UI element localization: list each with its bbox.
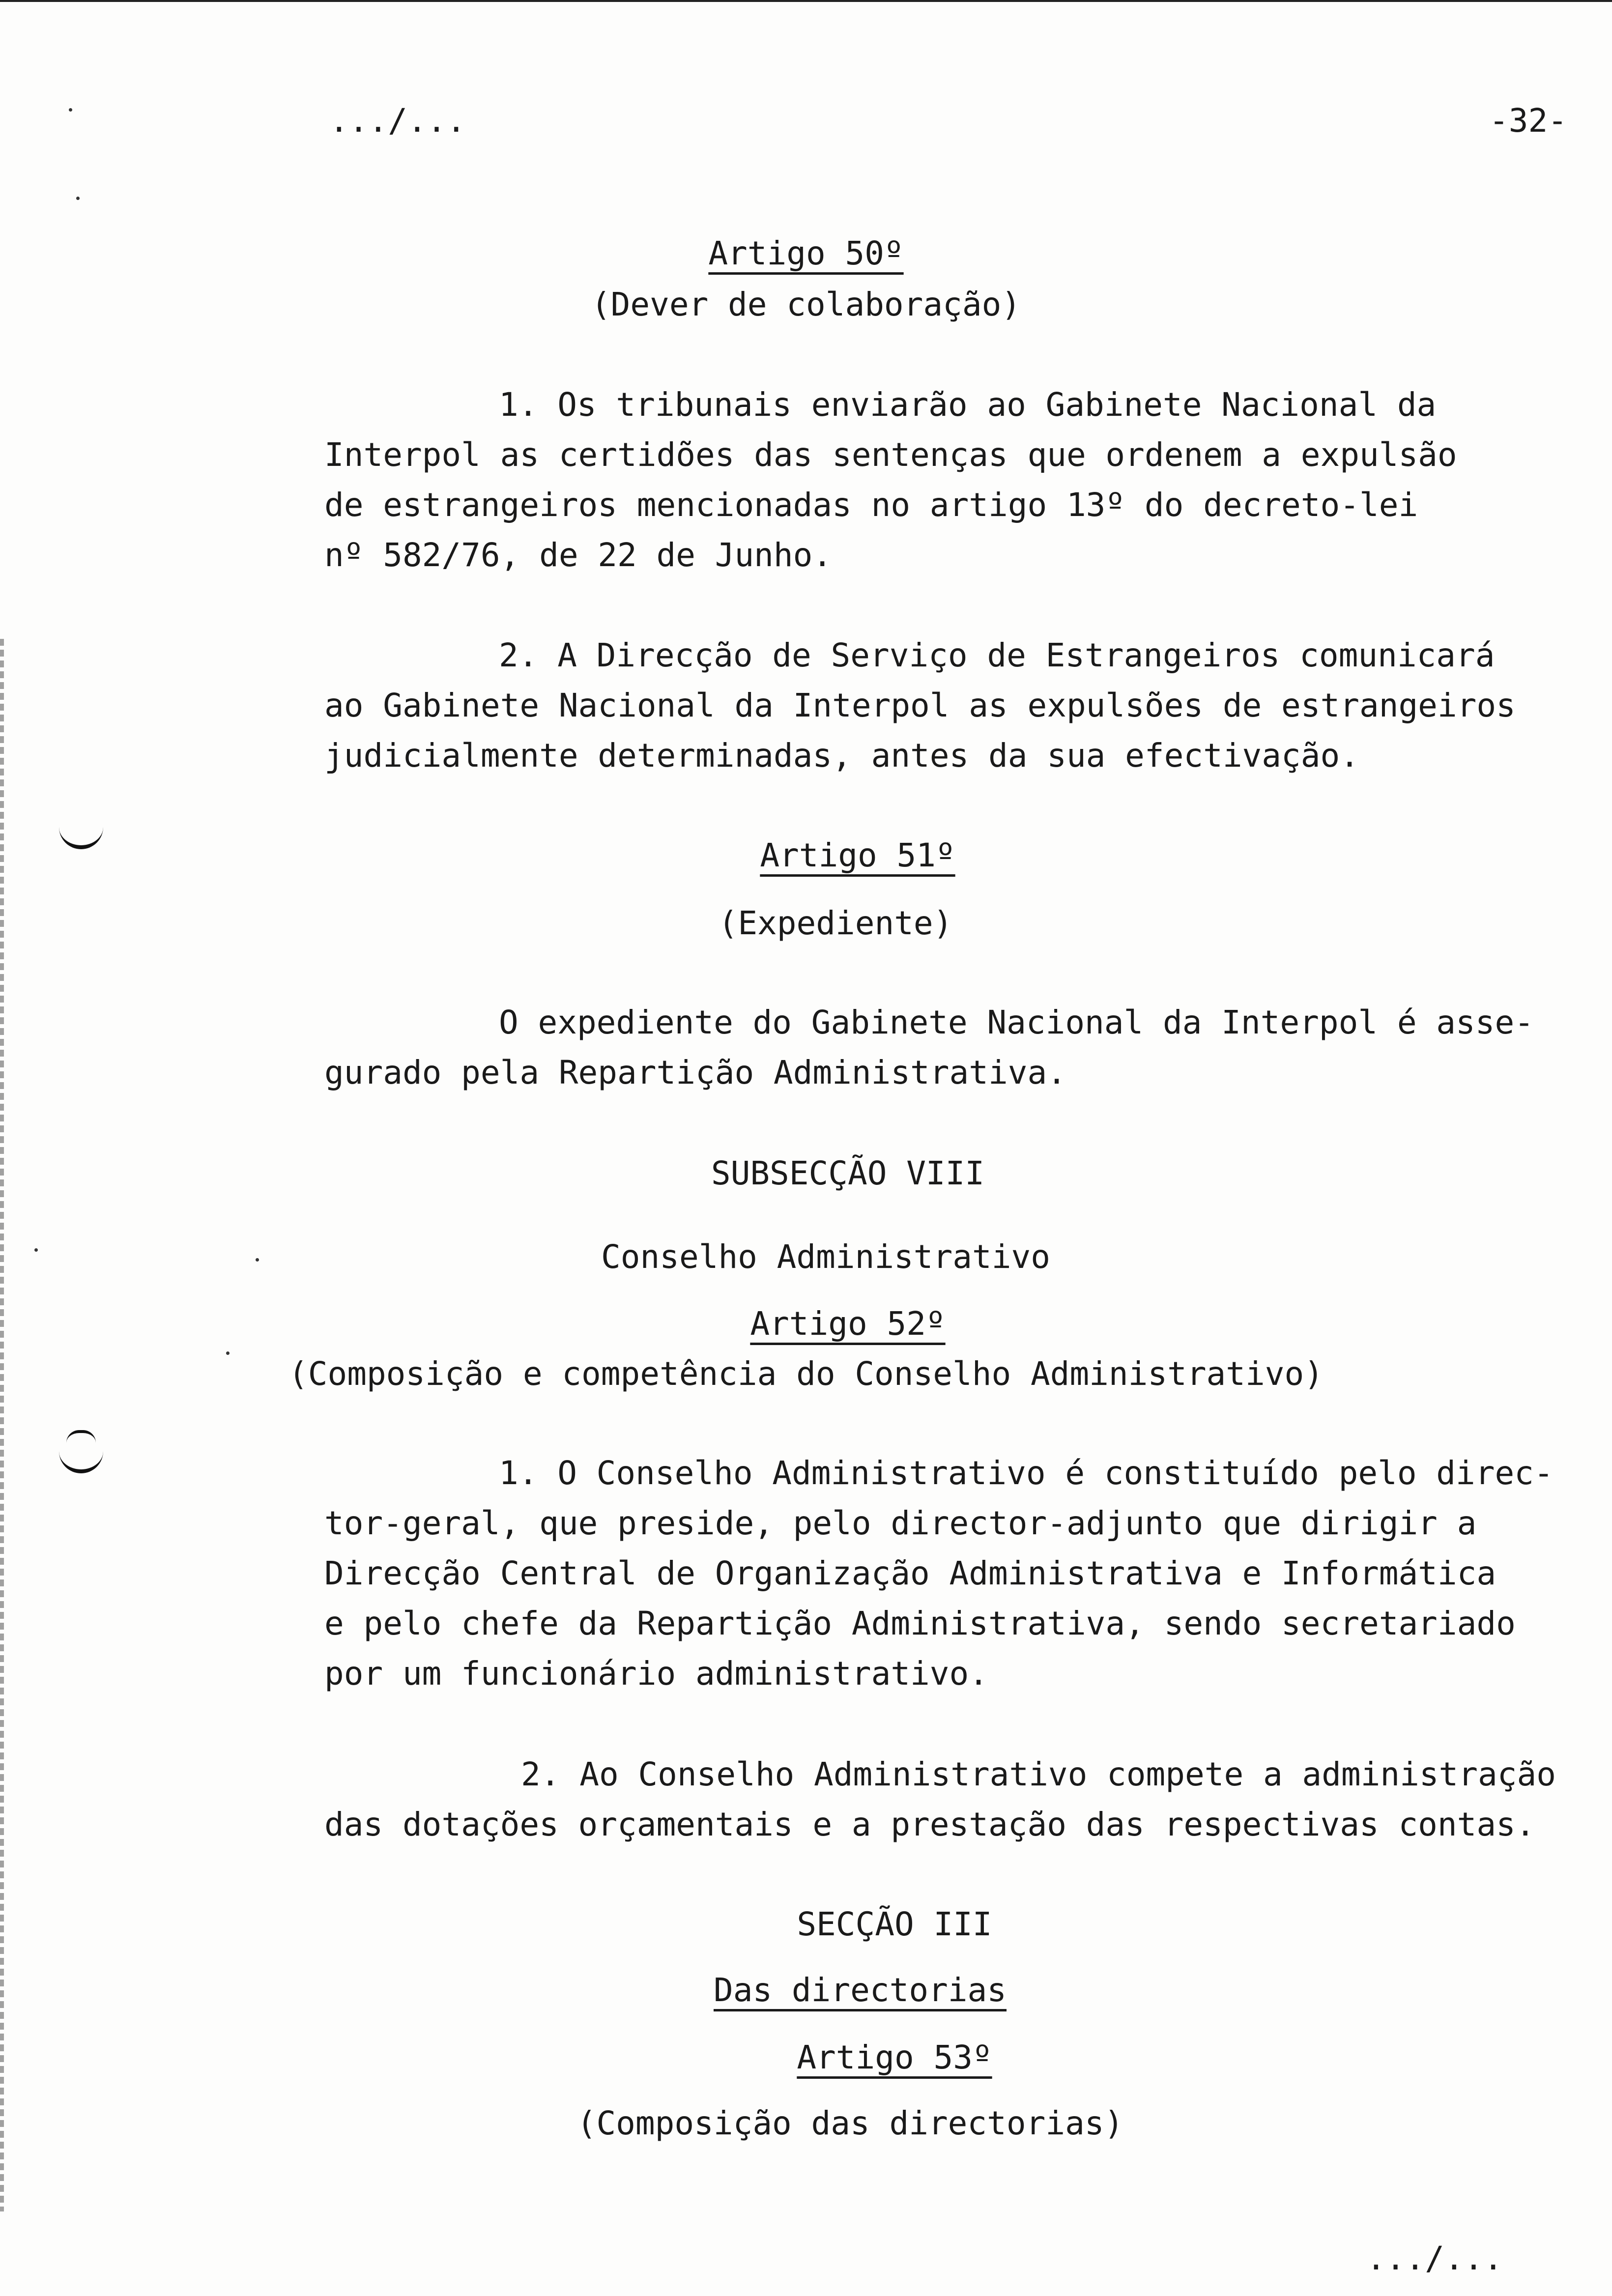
punch-hole-mark-top [66, 1430, 96, 1443]
text-line: 1. Os tribunais enviarão ao Gabinete Nacional da [499, 386, 1437, 424]
article-52-paragraph-2 [324, 1750, 1573, 1850]
article-50-title-text: Artigo 50º [708, 234, 904, 272]
article-51-paragraph-1 [324, 998, 1573, 1098]
punch-hole-mark [59, 1450, 103, 1473]
text-line: judicialmente determinadas, antes da sua efectivação. [324, 737, 1359, 775]
article-51-title [0, 831, 1612, 881]
text-line: e pelo chefe da Repartição Administrativa, sendo secretariado [324, 1605, 1516, 1642]
text-line: Interpol as certidões das sentenças que ordenem a expulsão [324, 436, 1457, 474]
speck [69, 108, 72, 112]
continues-marker: .../... [1366, 2239, 1503, 2277]
text-line: por um funcionário administrativo. [324, 1655, 989, 1693]
article-51-title-text: Artigo 51º [760, 836, 955, 874]
text-line: ao Gabinete Nacional da Interpol as expulsões de estrangeiros [324, 687, 1516, 724]
continued-from-marker: .../... [329, 102, 466, 140]
article-50-paragraph-1 [324, 380, 1573, 580]
article-50-subtitle: (Dever de colaboração) [591, 286, 1021, 323]
article-50-paragraph-2 [324, 631, 1573, 781]
article-52-title [0, 1299, 1612, 1349]
article-53-title [0, 2033, 1612, 2083]
article-53-subtitle: (Composição das directorias) [576, 2104, 1124, 2142]
article-52-paragraph-1 [324, 1448, 1573, 1699]
subsection-name: Conselho Administrativo [601, 1238, 1050, 1276]
text-line: nº 582/76, de 22 de Junho. [324, 536, 833, 574]
text-line: O expediente do Gabinete Nacional da Interpol é asse- [499, 1004, 1534, 1041]
article-52-title-text: Artigo 52º [750, 1305, 946, 1343]
article-50-title [0, 229, 1612, 279]
top-rule [0, 0, 1612, 2]
section-name [0, 1965, 1612, 2015]
article-53-title-text: Artigo 53º [797, 2038, 992, 2076]
subsection-label: SUBSECÇÃO VIII [711, 1154, 985, 1192]
article-51-subtitle: (Expediente) [718, 904, 953, 942]
text-line: Direcção Central de Organização Administrativa e Informática [324, 1554, 1497, 1592]
page-number: -32- [1489, 102, 1567, 140]
text-line: das dotações orçamentais e a prestação das respectivas contas. [324, 1806, 1535, 1843]
speck [76, 197, 80, 200]
text-line: tor-geral, que preside, pelo director-adjunto que dirigir a [324, 1504, 1477, 1542]
text-line: de estrangeiros mencionadas no artigo 13º do decreto-lei [324, 486, 1418, 524]
article-52-subtitle: (Composição e competência do Conselho Administrativo) [288, 1355, 1324, 1393]
text-line: 2. Ao Conselho Administrativo compete a administração [521, 1755, 1556, 1793]
text-line: 1. O Conselho Administrativo é constituído pelo direc- [499, 1454, 1554, 1492]
text-line: 2. A Direcção de Serviço de Estrangeiros comunicará [499, 636, 1495, 674]
text-line: gurado pela Repartição Administrativa. [324, 1054, 1066, 1091]
section-name-text: Das directorias [713, 1971, 1007, 2009]
section-label: SECÇÃO III [797, 1905, 992, 1943]
